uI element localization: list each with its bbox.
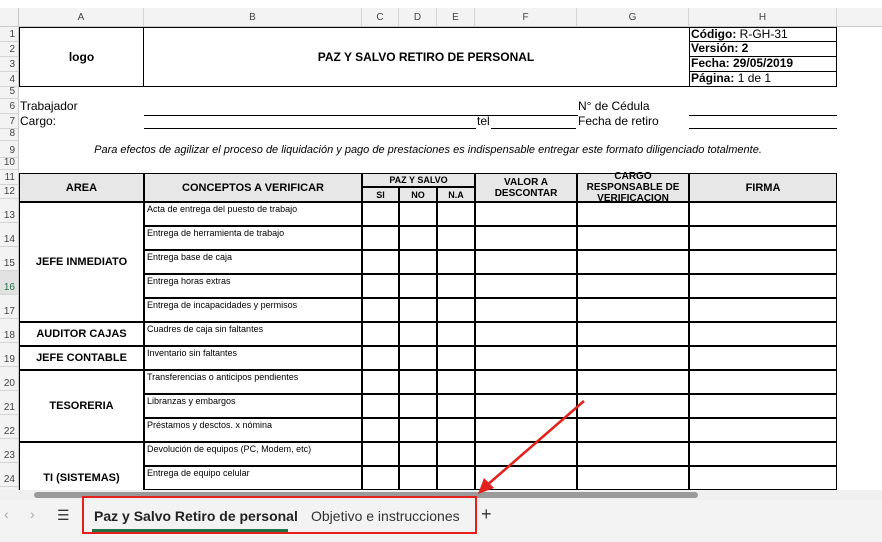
trabajador-line[interactable] xyxy=(144,115,578,116)
table-cell[interactable] xyxy=(362,370,399,394)
table-cell[interactable] xyxy=(362,274,399,298)
table-cell[interactable] xyxy=(399,442,437,466)
table-cell[interactable] xyxy=(399,298,437,322)
area-jefe-inmediato: JEFE INMEDIATO xyxy=(19,202,144,322)
row-header[interactable]: 19 xyxy=(0,343,19,367)
table-cell[interactable] xyxy=(689,370,837,394)
table-cell[interactable] xyxy=(689,226,837,250)
table-cell[interactable] xyxy=(437,418,475,442)
table-cell[interactable] xyxy=(577,226,689,250)
row-header[interactable]: 1 xyxy=(0,27,19,42)
table-cell[interactable] xyxy=(577,466,689,490)
area-ti-sistemas: TI (SISTEMAS) xyxy=(19,442,144,514)
row-header[interactable]: 8 xyxy=(0,129,19,141)
table-cell[interactable] xyxy=(399,322,437,346)
table-cell[interactable] xyxy=(577,418,689,442)
area-jefe-contable: JEFE CONTABLE xyxy=(19,346,144,370)
concept-cell[interactable]: Acta de entrega del puesto de trabajo xyxy=(144,202,362,226)
cedula-label: N° de Cédula xyxy=(578,99,650,113)
table-cell[interactable] xyxy=(437,202,475,226)
logo-cell: logo xyxy=(19,27,144,87)
row-header[interactable]: 3 xyxy=(0,57,19,72)
table-cell[interactable] xyxy=(399,370,437,394)
table-cell[interactable] xyxy=(437,466,475,490)
sheet-grid[interactable] xyxy=(19,27,882,490)
concept-cell[interactable]: Cuadres de caja sin faltantes xyxy=(144,322,362,346)
version-cell: Versión: 2 xyxy=(689,42,837,57)
table-cell[interactable] xyxy=(689,394,837,418)
row-header[interactable]: 5 xyxy=(0,87,19,99)
column-header-b[interactable]: B xyxy=(144,8,362,27)
area-tesoreria: TESORERIA xyxy=(19,370,144,442)
row-header[interactable]: 17 xyxy=(0,295,19,319)
column-header-i[interactable] xyxy=(837,8,882,27)
table-cell[interactable] xyxy=(577,442,689,466)
table-cell[interactable] xyxy=(475,322,577,346)
fecha-cell: Fecha: 29/05/2019 xyxy=(689,57,837,72)
table-cell[interactable] xyxy=(577,346,689,370)
trabajador-label: Trabajador xyxy=(20,99,78,113)
header-paz-y-salvo: PAZ Y SALVO xyxy=(362,173,475,187)
table-cell[interactable] xyxy=(362,394,399,418)
table-cell[interactable] xyxy=(362,442,399,466)
document-title: PAZ Y SALVO RETIRO DE PERSONAL xyxy=(144,27,708,87)
table-cell[interactable] xyxy=(437,322,475,346)
row-header[interactable]: 12 xyxy=(0,185,19,199)
table-cell[interactable] xyxy=(577,202,689,226)
table-cell[interactable] xyxy=(689,202,837,226)
row-header[interactable]: 21 xyxy=(0,391,19,415)
table-cell[interactable] xyxy=(399,466,437,490)
concept-cell[interactable]: Entrega horas extras xyxy=(144,274,362,298)
table-cell[interactable] xyxy=(475,466,577,490)
column-header-g[interactable]: G xyxy=(577,8,689,27)
concept-cell[interactable]: Libranzas y embargos xyxy=(144,394,362,418)
table-cell[interactable] xyxy=(362,226,399,250)
row-header[interactable]: 11 xyxy=(0,170,19,185)
table-cell[interactable] xyxy=(399,418,437,442)
table-cell[interactable] xyxy=(399,250,437,274)
row-header[interactable]: 18 xyxy=(0,319,19,343)
tel-line[interactable] xyxy=(491,128,576,129)
table-cell[interactable] xyxy=(362,322,399,346)
table-cell[interactable] xyxy=(577,394,689,418)
row-header[interactable]: 16 xyxy=(0,271,19,295)
concept-cell[interactable]: Entrega de herramienta de trabajo xyxy=(144,226,362,250)
table-cell[interactable] xyxy=(577,298,689,322)
fecha-retiro-label: Fecha de retiro xyxy=(578,114,659,128)
cargo-label: Cargo: xyxy=(20,114,57,128)
table-cell[interactable] xyxy=(577,274,689,298)
table-cell[interactable] xyxy=(362,346,399,370)
concept-cell[interactable]: Inventario sin faltantes xyxy=(144,346,362,370)
header-na: N.A xyxy=(437,187,475,202)
table-cell[interactable] xyxy=(475,202,577,226)
row-header[interactable]: 7 xyxy=(0,114,19,129)
table-cell[interactable] xyxy=(437,274,475,298)
table-cell[interactable] xyxy=(577,250,689,274)
header-area: AREA xyxy=(19,173,144,202)
table-cell[interactable] xyxy=(475,370,577,394)
table-cell[interactable] xyxy=(437,394,475,418)
table-cell[interactable] xyxy=(475,226,577,250)
concept-cell[interactable]: Préstamos y desctos. x nómina xyxy=(144,418,362,442)
table-cell[interactable] xyxy=(437,346,475,370)
table-cell[interactable] xyxy=(399,202,437,226)
table-cell[interactable] xyxy=(399,226,437,250)
table-cell[interactable] xyxy=(689,466,837,490)
add-sheet-button[interactable]: + xyxy=(481,504,492,524)
table-cell[interactable] xyxy=(689,346,837,370)
table-cell[interactable] xyxy=(577,322,689,346)
tel-label: tel xyxy=(477,114,490,128)
table-cell[interactable] xyxy=(689,442,837,466)
table-cell[interactable] xyxy=(362,202,399,226)
tab-objetivo-instrucciones[interactable]: Objetivo e instrucciones xyxy=(311,508,460,524)
top-strip xyxy=(0,0,882,8)
table-cell[interactable] xyxy=(475,442,577,466)
column-header-f[interactable]: F xyxy=(475,8,577,27)
table-cell[interactable] xyxy=(689,274,837,298)
table-cell[interactable] xyxy=(475,298,577,322)
intro-text: Para efectos de agilizar el proceso de liquidación y pago de prestaciones es indispensable entregar este formato diligenciado totalmente. xyxy=(94,143,762,156)
table-cell[interactable] xyxy=(399,346,437,370)
row-header[interactable]: 24 xyxy=(0,463,19,487)
column-header-c[interactable]: C xyxy=(362,8,399,27)
header-si: SI xyxy=(362,187,399,202)
column-header-h[interactable]: H xyxy=(689,8,837,27)
cargo-line[interactable] xyxy=(144,128,476,129)
column-header-d[interactable]: D xyxy=(399,8,437,27)
table-cell[interactable] xyxy=(362,250,399,274)
row-header[interactable]: 14 xyxy=(0,223,19,247)
table-cell[interactable] xyxy=(437,442,475,466)
table-cell[interactable] xyxy=(689,298,837,322)
table-cell[interactable] xyxy=(437,250,475,274)
codigo-cell: Código: R-GH-31 xyxy=(689,27,837,42)
row-header[interactable]: 22 xyxy=(0,415,19,439)
tab-paz-y-salvo-retiro[interactable]: Paz y Salvo Retiro de personal xyxy=(94,508,298,524)
column-header-a[interactable]: A xyxy=(19,8,144,27)
table-cell[interactable] xyxy=(362,298,399,322)
select-all-corner[interactable] xyxy=(0,8,19,27)
prev-sheet-icon[interactable]: ‹ xyxy=(4,506,9,522)
table-cell[interactable] xyxy=(437,226,475,250)
header-valor: VALOR A DESCONTAR xyxy=(475,173,577,202)
concept-cell[interactable]: Entrega base de caja xyxy=(144,250,362,274)
header-no: NO xyxy=(399,187,437,202)
concept-cell[interactable]: Transferencias o anticipos pendientes xyxy=(144,370,362,394)
concept-cell[interactable]: Devolución de equipos (PC, Modem, etc) xyxy=(144,442,362,466)
table-cell[interactable] xyxy=(475,418,577,442)
row-header[interactable]: 9 xyxy=(0,141,19,158)
table-cell[interactable] xyxy=(689,250,837,274)
table-cell[interactable] xyxy=(475,250,577,274)
table-cell[interactable] xyxy=(689,322,837,346)
fecha-retiro-line[interactable] xyxy=(689,128,837,129)
next-sheet-icon[interactable]: › xyxy=(30,506,35,522)
table-cell[interactable] xyxy=(362,418,399,442)
row-header[interactable]: 20 xyxy=(0,367,19,391)
sheet-list-menu-icon[interactable]: ☰ xyxy=(57,507,70,523)
table-cell[interactable] xyxy=(437,370,475,394)
concept-cell[interactable]: Entrega de equipo celular xyxy=(144,466,362,490)
area-auditor-cajas: AUDITOR CAJAS xyxy=(19,322,144,346)
table-cell[interactable] xyxy=(475,274,577,298)
concept-cell[interactable]: Entrega de incapacidades y permisos xyxy=(144,298,362,322)
row-header[interactable]: 2 xyxy=(0,42,19,57)
header-cargo-responsable: CARGO RESPONSABLE DE VERIFICACION xyxy=(577,173,689,202)
table-cell[interactable] xyxy=(577,370,689,394)
table-cell[interactable] xyxy=(475,394,577,418)
header-firma: FIRMA xyxy=(689,173,837,202)
row-header[interactable]: 10 xyxy=(0,158,19,170)
table-cell[interactable] xyxy=(399,394,437,418)
annotation-highlight-box xyxy=(82,496,477,534)
cedula-line[interactable] xyxy=(689,115,837,116)
header-conceptos: CONCEPTOS A VERIFICAR xyxy=(144,173,362,202)
row-header[interactable]: 23 xyxy=(0,439,19,463)
row-header[interactable]: 4 xyxy=(0,72,19,87)
row-header[interactable]: 13 xyxy=(0,199,19,223)
row-header[interactable]: 15 xyxy=(0,247,19,271)
table-cell[interactable] xyxy=(437,298,475,322)
table-cell[interactable] xyxy=(399,274,437,298)
table-cell[interactable] xyxy=(362,466,399,490)
pagina-cell: Página: 1 de 1 xyxy=(689,72,837,87)
row-header[interactable]: 6 xyxy=(0,99,19,114)
table-cell[interactable] xyxy=(475,346,577,370)
column-header-e[interactable]: E xyxy=(437,8,475,27)
table-cell[interactable] xyxy=(689,418,837,442)
